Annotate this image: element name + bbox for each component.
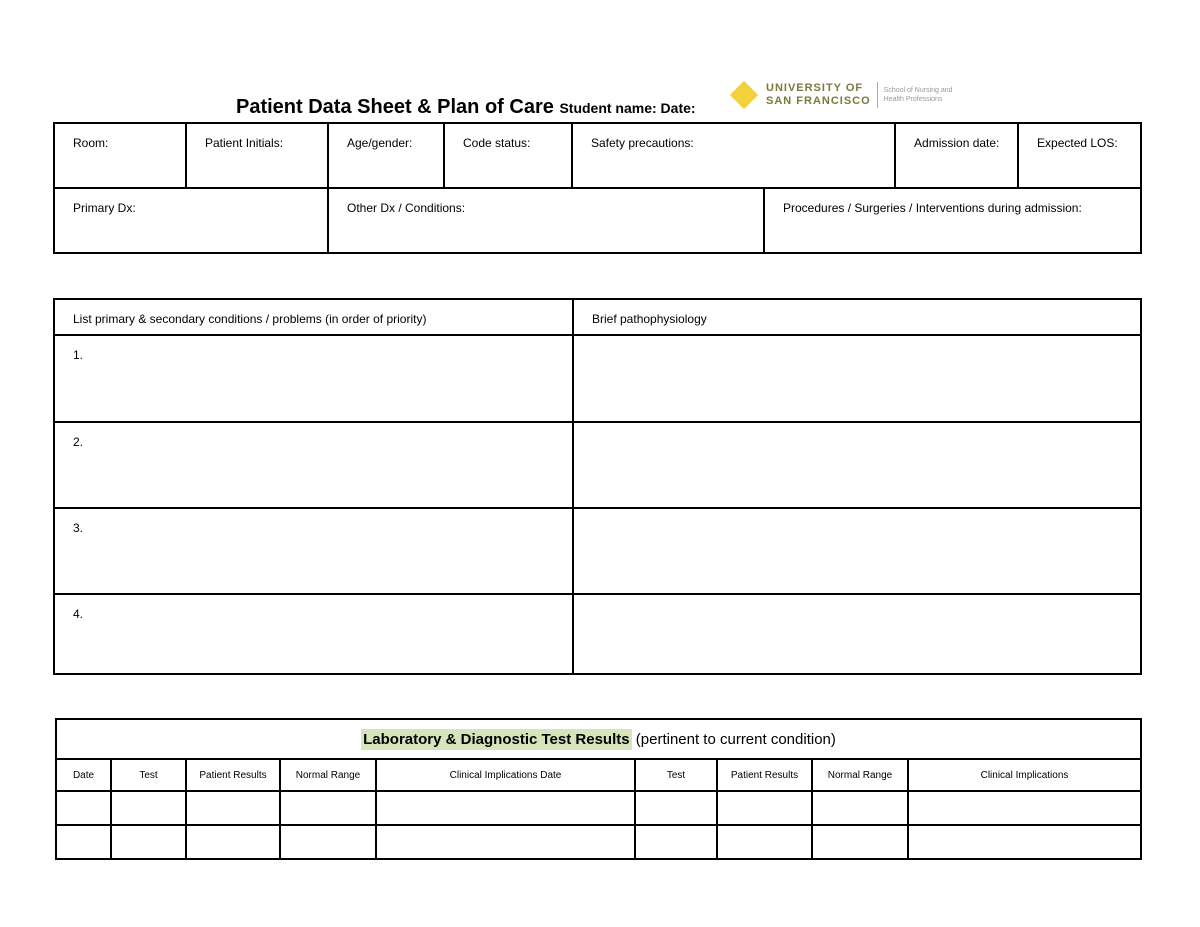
lab-title-note: (pertinent to current condition) xyxy=(635,730,836,748)
cell[interactable] xyxy=(376,791,635,825)
problem-2[interactable]: 2. xyxy=(54,422,573,508)
cell[interactable] xyxy=(635,791,717,825)
cell[interactable] xyxy=(635,825,717,859)
other-dx-field[interactable]: Other Dx / Conditions: xyxy=(328,188,764,253)
student-name-date: Student name: Date: xyxy=(559,100,696,116)
header-normal-range-2: Normal Range xyxy=(812,759,908,791)
admission-date-field[interactable]: Admission date: xyxy=(895,123,1018,188)
cell[interactable] xyxy=(908,791,1141,825)
header-clinical-implications-2: Clinical Implications xyxy=(908,759,1141,791)
title-text: Patient Data Sheet & Plan of Care xyxy=(236,96,554,118)
problems-header: List primary & secondary conditions / problems (in order of priority) xyxy=(54,299,573,335)
problem-4[interactable]: 4. xyxy=(54,594,573,674)
university-logo xyxy=(728,82,974,108)
patient-info-table xyxy=(53,122,1142,254)
cell[interactable] xyxy=(717,825,812,859)
table-row xyxy=(56,825,1141,859)
problem-1[interactable]: 1. xyxy=(54,335,573,422)
cell[interactable] xyxy=(812,825,908,859)
header-patient-results-2: Patient Results xyxy=(717,759,812,791)
header-test-2: Test xyxy=(635,759,717,791)
cell[interactable] xyxy=(717,791,812,825)
cell[interactable] xyxy=(186,825,280,859)
cell[interactable] xyxy=(56,791,111,825)
room-field[interactable]: Room: xyxy=(54,123,186,188)
header-date: Date xyxy=(56,759,111,791)
problem-3[interactable]: 3. xyxy=(54,508,573,594)
lab-title-highlight: Laboratory & Diagnostic Test Results xyxy=(363,730,630,748)
cell[interactable] xyxy=(111,791,186,825)
lab-results-table xyxy=(55,718,1142,860)
age-gender-field[interactable]: Age/gender: xyxy=(328,123,444,188)
logo-line2: SAN FRANCISCO xyxy=(766,95,871,107)
cell[interactable] xyxy=(376,825,635,859)
pathophysiology-1[interactable] xyxy=(573,335,1141,422)
cell[interactable] xyxy=(111,825,186,859)
pathophysiology-2[interactable] xyxy=(573,422,1141,508)
logo-diamond-icon xyxy=(730,81,758,109)
procedures-field[interactable]: Procedures / Surgeries / Interventions during admission: xyxy=(764,188,1141,253)
cell[interactable] xyxy=(56,825,111,859)
pathophysiology-3[interactable] xyxy=(573,508,1141,594)
header-test: Test xyxy=(111,759,186,791)
pathophysiology-header: Brief pathophysiology xyxy=(573,299,1141,335)
cell[interactable] xyxy=(812,791,908,825)
logo-school: School of Nursing and Health Professions xyxy=(883,87,953,103)
pathophysiology-4[interactable] xyxy=(573,594,1141,674)
code-status-field[interactable]: Code status: xyxy=(444,123,572,188)
cell[interactable] xyxy=(280,825,376,859)
expected-los-field[interactable]: Expected LOS: xyxy=(1018,123,1141,188)
cell[interactable] xyxy=(908,825,1141,859)
cell[interactable] xyxy=(280,791,376,825)
logo-line1: UNIVERSITY OF xyxy=(766,82,864,94)
header-patient-results: Patient Results xyxy=(186,759,280,791)
header-clinical-implications-date: Clinical Implications Date xyxy=(376,759,635,791)
patient-initials-field[interactable]: Patient Initials: xyxy=(186,123,328,188)
lab-title xyxy=(56,719,1141,759)
header-normal-range: Normal Range xyxy=(280,759,376,791)
problems-table xyxy=(53,298,1142,675)
table-row xyxy=(56,791,1141,825)
safety-precautions-field[interactable]: Safety precautions: xyxy=(572,123,895,188)
cell[interactable] xyxy=(186,791,280,825)
page-title xyxy=(236,96,696,119)
primary-dx-field[interactable]: Primary Dx: xyxy=(54,188,328,253)
